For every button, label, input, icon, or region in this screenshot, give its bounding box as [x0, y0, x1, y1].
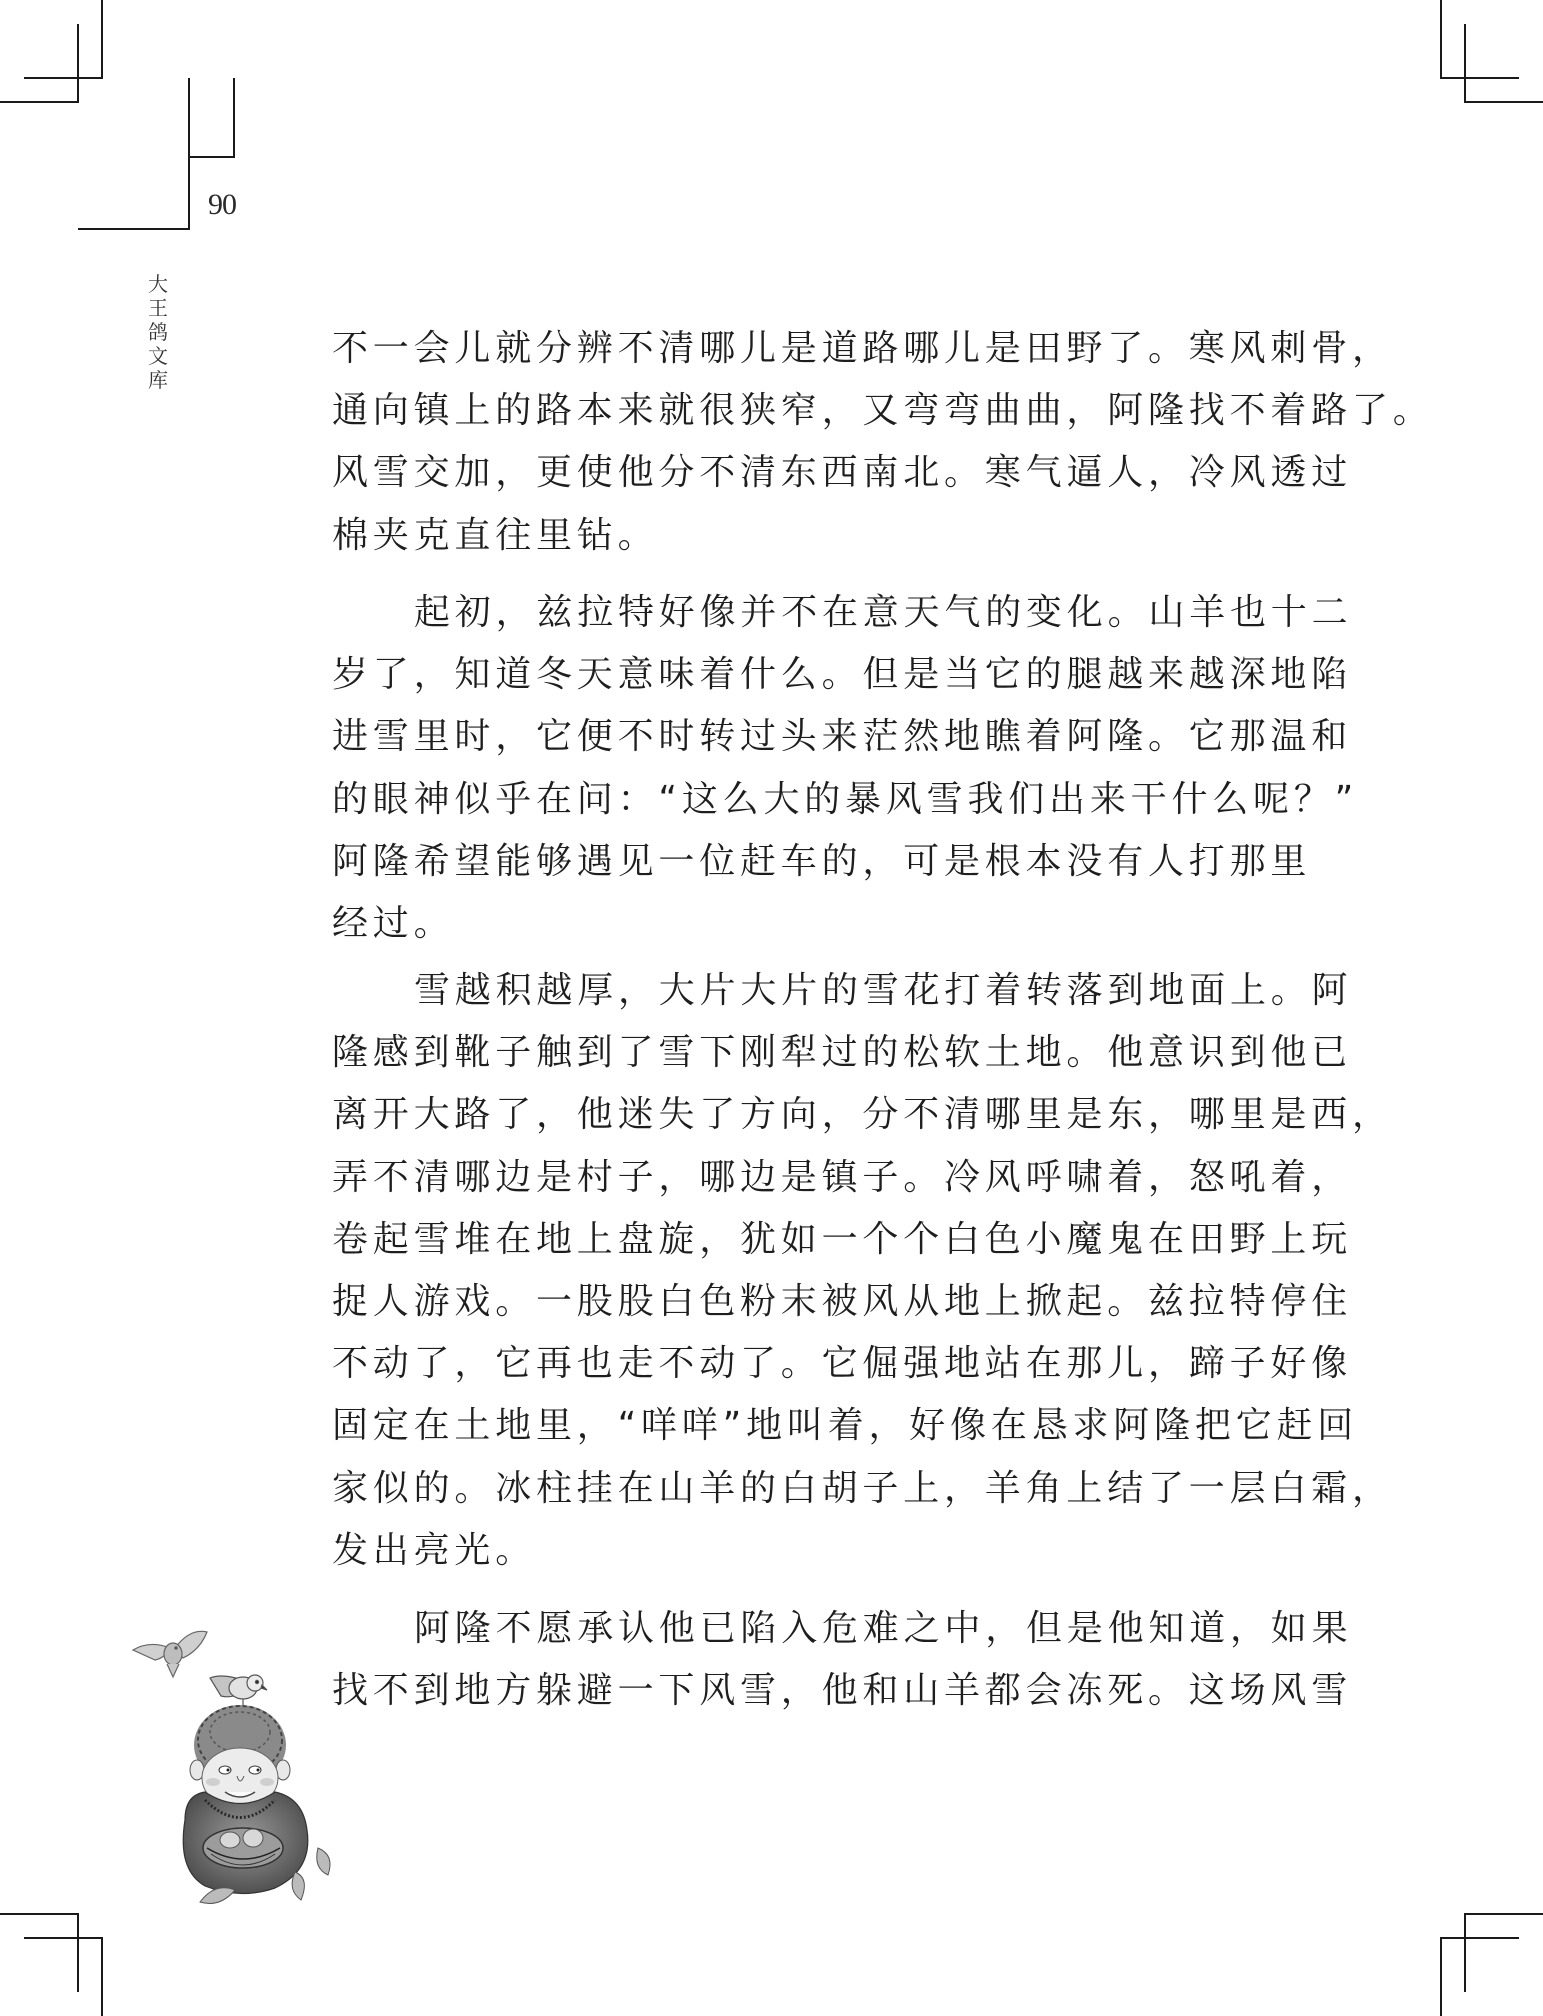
- series-title: [146, 272, 170, 392]
- paragraph: [332, 582, 1359, 955]
- crop-mark-top-left-a: [101, 0, 103, 79]
- paragraph: [332, 318, 1434, 567]
- text-line: 阿隆不愿承认他已陷入危难之中，但是他知道，如果: [414, 1608, 1353, 1649]
- page-number: 90: [208, 188, 236, 221]
- crop-mark-top-left-a: [24, 77, 103, 79]
- page-frame-line: [188, 156, 235, 158]
- series-title-char: 鸽: [148, 320, 168, 344]
- text-line: 隆感到靴子触到了雪下刚犁过的松软土地。他意识到他已: [332, 1032, 1353, 1074]
- text-line: 雪越积越厚，大片大片的雪花打着转落到地面上。阿: [414, 970, 1353, 1011]
- crop-mark-bottom-left-a: [77, 1913, 79, 1992]
- text-line: 弄不清哪边是村子，哪边是镇子。冷风呼啸着，怒吼着，: [332, 1156, 1353, 1198]
- text-line: 固定在土地里，“咩咩”地叫着，好像在恳求阿隆把它赶回: [332, 1405, 1359, 1447]
- series-title-char: 王: [148, 296, 168, 320]
- text-line: 家似的。冰柱挂在山羊的白胡子上，羊角上结了一层白霜，: [332, 1467, 1393, 1509]
- text-line: 离开大路了，他迷失了方向，分不清哪里是东，哪里是西，: [332, 1094, 1393, 1136]
- crop-mark-bottom-left-b: [24, 1937, 103, 1939]
- text-line: 不一会儿就分辨不清哪儿是道路哪儿是田野了。寒风刺骨，: [332, 328, 1393, 369]
- text-line: 进雪里时，它便不时转过头来茫然地瞧着阿隆。它那温和: [332, 716, 1353, 758]
- text-line: 棉夹克直往里钻。: [332, 514, 659, 556]
- text-line: 不动了，它再也走不动了。它倔强地站在那儿，蹄子好像: [332, 1343, 1353, 1385]
- series-title-char: 文: [148, 344, 168, 368]
- text-line: 卷起雪堆在地上盘旋，犹如一个个白色小魔鬼在田野上玩: [332, 1218, 1353, 1260]
- crop-mark-bottom-right-b: [1440, 1937, 1442, 2016]
- text-line: 风雪交加，更使他分不清东西南北。寒气逼人，冷风透过: [332, 452, 1353, 494]
- crop-mark-bottom-left-b: [101, 1937, 103, 2016]
- bird-nest-icon: [203, 1828, 283, 1868]
- crop-mark-top-left-b: [77, 24, 79, 103]
- crop-mark-top-right-a: [1440, 77, 1519, 79]
- crop-mark-top-right-b: [1464, 101, 1543, 103]
- text-line: 发出亮光。: [332, 1529, 537, 1571]
- crop-mark-top-right-b: [1464, 24, 1466, 103]
- page-frame-line: [78, 228, 190, 230]
- text-line: 的眼神似乎在问：“这么大的暴风雪我们出来干什么呢？”: [332, 778, 1359, 820]
- text-line: 岁了，知道冬天意味着什么。但是当它的腿越来越深地陷: [332, 654, 1353, 696]
- page-frame-line: [188, 78, 190, 230]
- text-line: 经过。: [332, 902, 455, 944]
- crop-mark-bottom-right-a: [1464, 1913, 1466, 1992]
- crop-mark-top-right-a: [1440, 0, 1442, 79]
- illustration-bearded-man-icon: [125, 1620, 345, 1910]
- crop-mark-top-left-b: [0, 101, 79, 103]
- text-line: 找不到地方躲避一下风雪，他和山羊都会冻死。这场风雪: [332, 1670, 1353, 1712]
- text-line: 捉人游戏。一股股白色粉末被风从地上掀起。兹拉特停住: [332, 1280, 1353, 1322]
- page-frame-line: [233, 78, 235, 158]
- text-line: 通向镇上的路本来就很狭窄，又弯弯曲曲，阿隆找不着路了。: [332, 390, 1434, 432]
- paragraph: [332, 1598, 1353, 1722]
- paragraph: [332, 960, 1393, 1582]
- text-line: 阿隆希望能够遇见一位赶车的，可是根本没有人打那里: [332, 840, 1312, 882]
- series-title-char: 大: [148, 272, 168, 296]
- crop-mark-bottom-right-b: [1440, 1937, 1519, 1939]
- flying-bird-icon: [133, 1631, 207, 1677]
- series-title-char: 库: [148, 368, 168, 392]
- crop-mark-bottom-right-a: [1464, 1913, 1543, 1915]
- crop-mark-bottom-left-a: [0, 1913, 79, 1915]
- text-line: 起初，兹拉特好像并不在意天气的变化。山羊也十二: [414, 592, 1353, 633]
